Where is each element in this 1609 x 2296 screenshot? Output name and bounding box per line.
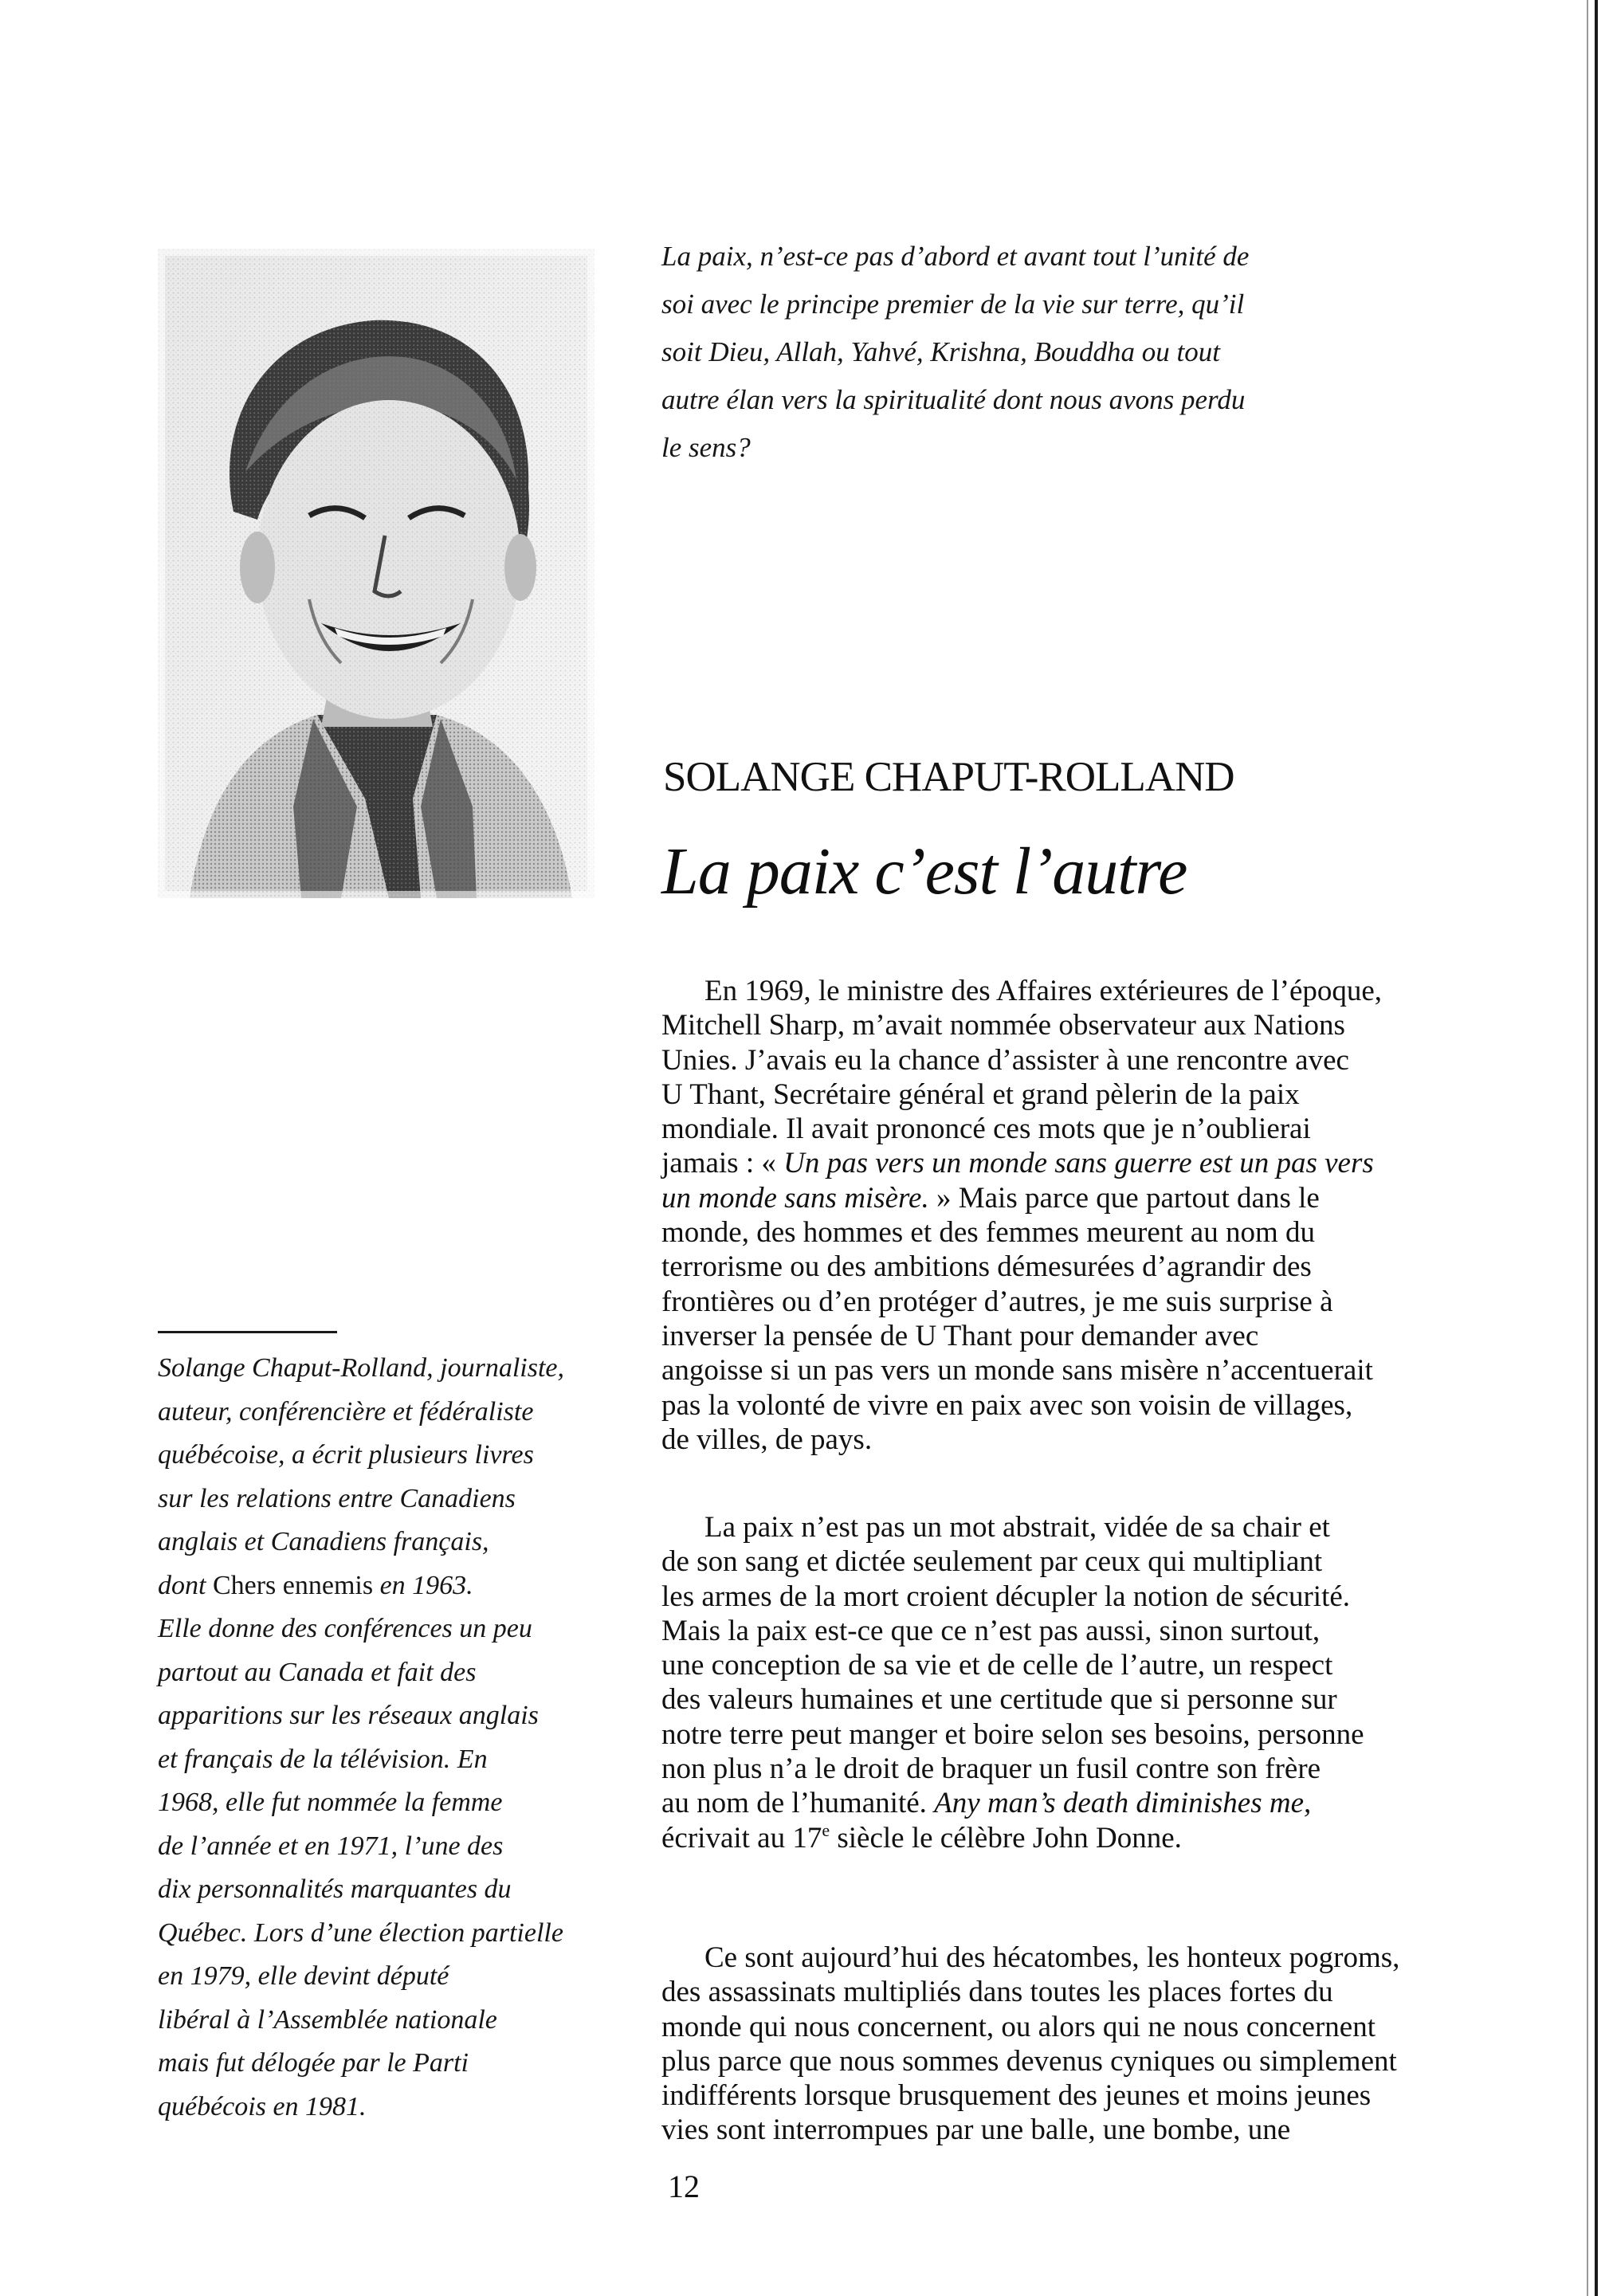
text-line: indifférents lorsque brusquement des jeunes et moins jeunes: [661, 2079, 1372, 2113]
text-run: au nom de l’humanité.: [661, 1787, 935, 1820]
book-title: Chers ennemis: [212, 1570, 374, 1600]
text-line: [661, 1821, 1498, 1855]
text-line: non plus n’a le droit de braquer un fusil contre son frère: [661, 1752, 1321, 1786]
text-line: pas la volonté de vivre en paix avec son voisin de villages,: [661, 1388, 1353, 1422]
text-line: Mitchell Sharp, m’avait nommée observateur aux Nations: [661, 1009, 1345, 1042]
text-line: monde qui nous concernent, ou alors qui ne nous concernent: [661, 2010, 1375, 2043]
quote-italic: Un pas vers un monde sans guerre est un pas vers: [783, 1147, 1374, 1180]
text-run: » Mais parce que partout dans le: [928, 1181, 1320, 1215]
bio-line: [158, 1564, 588, 1608]
bio-line: en 1979, elle devint député: [158, 1961, 449, 1991]
text-run: jamais : «: [661, 1147, 784, 1180]
text-line: mondiale. Il avait prononcé ces mots que je n’oublierai: [661, 1113, 1311, 1146]
text-line: [661, 1786, 1498, 1820]
bio-line: Elle donne des conférences un peu: [158, 1614, 532, 1643]
text-line: notre terre peut manger et boire selon ses besoins, personne: [661, 1717, 1364, 1751]
text-line: En 1969, le ministre des Affaires extérieures de l’époque,: [704, 975, 1383, 1007]
bio-line: libéral à l’Assemblée nationale: [158, 2004, 497, 2035]
bio-line: apparitions sur les réseaux anglais: [158, 1701, 539, 1730]
body-paragraph-3: [661, 1941, 1498, 2148]
bio-run: en 1963.: [373, 1570, 473, 1600]
portrait-image: [158, 249, 595, 898]
author-bio: [158, 1347, 588, 2129]
text-line: de son sang et dictée seulement par ceux qui multipliant: [661, 1545, 1323, 1579]
text-line: Unies. J’avais eu la chance d’assister à une rencontre avec: [661, 1043, 1349, 1077]
text-run: écrivait au 17: [661, 1821, 822, 1854]
bio-line: Québec. Lors d’une élection partielle: [158, 1917, 563, 1948]
bio-line: dix personnalités marquantes du: [158, 1874, 512, 1904]
text-line: U Thant, Secrétaire général et grand pèlerin de la paix: [661, 1077, 1300, 1111]
text-line: [661, 1146, 1498, 1180]
bio-line: auteur, conférencière et fédéraliste: [158, 1396, 534, 1427]
text-line: frontières ou d’en protéger d’autres, je me suis surprise à: [661, 1285, 1333, 1318]
text-run: siècle le célèbre John Donne.: [830, 1821, 1182, 1854]
epigraph-line: le sens?: [661, 432, 751, 463]
bio-run: dont: [158, 1570, 213, 1600]
superscript: e: [822, 1819, 830, 1840]
text-line: vies sont interrompues par une balle, une bombe, une: [661, 2113, 1291, 2147]
body-paragraph-2: [661, 1510, 1498, 1855]
bio-line: québécois en 1981.: [158, 2091, 367, 2121]
article-title: La paix c’est l’autre: [661, 834, 1187, 909]
text-line: Ce sont aujourd’hui des hécatombes, les honteux pogroms,: [704, 1941, 1400, 1974]
text-line: une conception de sa vie et de celle de l’autre, un respect: [661, 1649, 1333, 1682]
text-line: plus parce que nous sommes devenus cyniques ou simplement: [661, 2044, 1397, 2078]
text-line: des assassinats multipliés dans toutes les places fortes du: [661, 1976, 1333, 2009]
bio-line: de l’année et en 1971, l’une des: [158, 1831, 504, 1861]
bio-line: mais fut délogée par le Parti: [158, 2048, 469, 2078]
text-line: des valeurs humaines et une certitude que si personne sur: [661, 1683, 1337, 1717]
bio-line: et français de la télévision. En: [158, 1744, 488, 1774]
epigraph-line: soit Dieu, Allah, Yahvé, Krishna, Bouddha ou tout: [661, 336, 1221, 367]
text-line: inverser la pensée de U Thant pour demander avec: [661, 1319, 1259, 1352]
text-line: La paix n’est pas un mot abstrait, vidée de sa chair et: [704, 1511, 1330, 1544]
epigraph-line: autre élan vers la spiritualité dont nous avons perdu: [661, 384, 1246, 415]
bio-divider: [158, 1331, 337, 1333]
text-line: de villes, de pays.: [661, 1423, 873, 1456]
epigraph-line: soi avec le principe premier de la vie sur terre, qu’il: [661, 288, 1245, 320]
quote-italic: un monde sans misère.: [661, 1181, 929, 1215]
bio-line: partout au Canada et fait des: [158, 1657, 477, 1687]
bio-line: 1968, elle fut nommée la femme: [158, 1788, 503, 1817]
body-paragraph-1: [661, 974, 1498, 1457]
scan-edge: [1595, 0, 1598, 2296]
bio-line: Solange Chaput-Rolland, journaliste,: [158, 1353, 564, 1383]
scan-edge-shadow: [1587, 0, 1588, 2296]
page-number: 12: [668, 2168, 700, 2204]
text-line: angoisse si un pas vers un monde sans misère n’accentuerait: [661, 1354, 1373, 1387]
epigraph-line: La paix, n’est-ce pas d’abord et avant tout l’unité de: [661, 241, 1250, 272]
epigraph: [661, 233, 1323, 472]
text-line: monde, des hommes et des femmes meurent au nom du: [661, 1216, 1315, 1250]
author-portrait: [158, 249, 595, 898]
quote-italic: Any man’s death diminishes me,: [934, 1787, 1312, 1820]
text-line: Mais la paix est-ce que ce n’est pas aussi, sinon surtout,: [661, 1614, 1321, 1647]
author-name: SOLANGE CHAPUT-ROLLAND: [663, 754, 1234, 800]
text-line: terrorisme ou des ambitions démesurées d’agrandir des: [661, 1250, 1312, 1284]
text-line: [661, 1181, 1498, 1215]
text-line: les armes de la mort croient décupler la notion de sécurité.: [661, 1580, 1351, 1613]
bio-line: anglais et Canadiens français,: [158, 1527, 489, 1556]
bio-line: sur les relations entre Canadiens: [158, 1483, 516, 1513]
bio-line: québécoise, a écrit plusieurs livres: [158, 1440, 534, 1470]
